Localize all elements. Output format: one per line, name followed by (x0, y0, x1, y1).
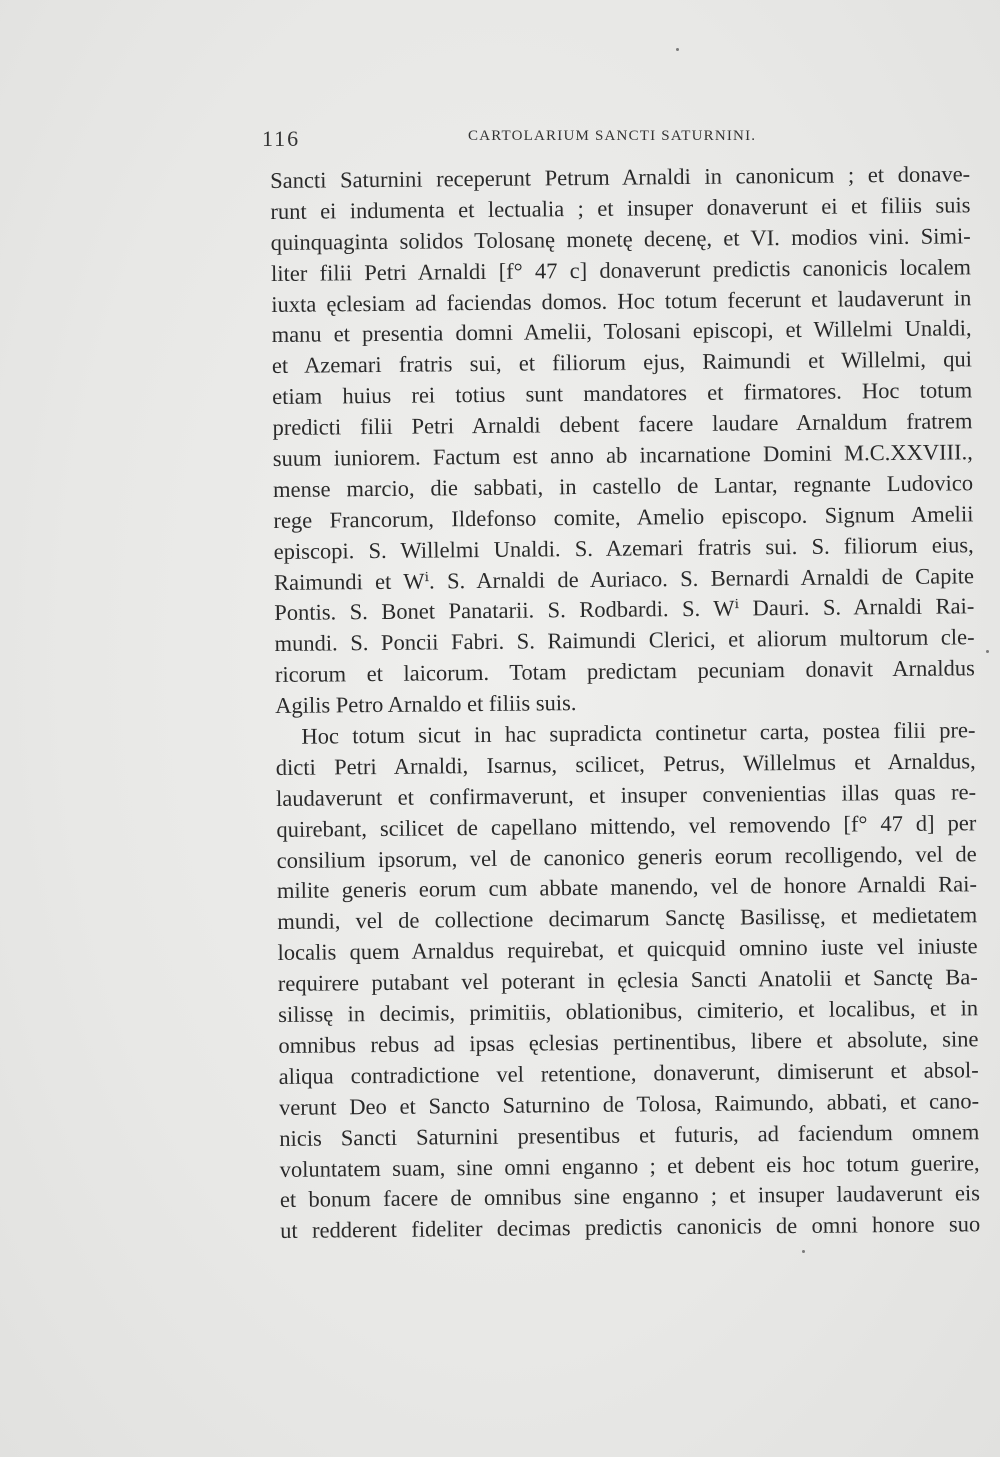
text-line: Agilis Petro Arnaldo et filiis suis. (275, 690, 577, 719)
paper-speck (676, 48, 679, 51)
text-line: suum iuniorem. Factum est anno ab incarnatione Domini M.C.XXVIII., (272, 439, 973, 472)
text-line: laudaverunt et confirmaverunt, et insuper convenientias illas quas re- (275, 779, 977, 811)
text-line: predicti filii Petri Arnaldi debent facere laudare Arnaldum fratrem (272, 408, 973, 441)
text-line: requirere putabant vel poterant in ęclesia Sancti Anatolii et Sanctę Ba- (277, 964, 978, 997)
text-line: et bonum facere de omnibus sine enganno ; et insuper laudaverunt eis (279, 1180, 981, 1213)
paper-speck (986, 650, 989, 653)
page-header (262, 126, 982, 156)
text-line: quirebant, scilicet de capellano mittendo, vel removendo [f° 47 d] per (276, 809, 977, 842)
text-line: etiam huius rei totius sunt mandatores et firmatores. Hoc totum (272, 377, 973, 410)
text-line: mense marcio, die sabbati, in castello de Lantar, regnante Ludovico (272, 470, 974, 502)
text-line: omnibus rebus ad ipsas ęclesias pertinentibus, libere et absolute, sine (278, 1026, 979, 1058)
text-line: liter filii Petri Arnaldi [f° 47 c] donaverunt predictis canonicis localem (270, 253, 972, 286)
paragraph-2 (275, 715, 980, 1247)
running-head: CARTOLARIUM SANCTI SATURNINI. (468, 128, 757, 144)
text-line: rege Francorum, Ildefonso comite, Amelio episcopo. Signum Amelii (273, 501, 974, 533)
text-line: mundi. S. Poncii Fabri. S. Raimundi Clerici, et aliorum multorum cle- (274, 624, 975, 657)
text-line: Raimundi et Wⁱ. S. Arnaldi de Auriaco. S. Bernardi Arnaldi de Capite (273, 562, 975, 595)
text-line: consilium ipsorum, vel de canonico generis eorum recolligendo, vel de (276, 840, 977, 873)
text-line: voluntatem suam, sine omni enganno ; et debent eis hoc totum guerire, (279, 1149, 980, 1182)
text-line: manu et presentia domni Amelii, Tolosani episcopi, et Willelmi Unaldi, (271, 315, 972, 348)
paper-speck (802, 1250, 805, 1253)
page-number: 116 (262, 126, 301, 151)
text-line: silissę in decimis, primitiis, oblationibus, cimiterio, et localibus, et in (278, 995, 979, 1028)
text-line: Hoc totum sicut in hac supradicta continetur carta, postea filii pre- (301, 717, 976, 749)
text-line: verunt Deo et Sancto Saturnino de Tolosa, Raimundo, abbati, et cano- (278, 1087, 980, 1120)
text-line: episcopi. S. Willelmi Unaldi. S. Azemari fratris sui. S. filiorum eius, (273, 531, 974, 564)
paragraph-1 (270, 159, 975, 722)
text-line: ut redderent fideliter decimas predictis canonicis de omni honore suo (280, 1211, 981, 1244)
text-line: ricorum et laicorum. Totam predictam pecuniam donavit Arnaldus (274, 655, 975, 688)
text-line: et Azemari fratris sui, et filiorum ejus, Raimundi et Willelmi, qui (271, 346, 973, 379)
text-line: milite generis eorum cum abbate manendo, vel de honore Arnaldi Rai- (276, 871, 978, 904)
text-line: iuxta ęclesiam ad faciendas domos. Hoc totum fecerunt et laudaverunt in (271, 284, 972, 317)
text-line: localis quem Arnaldus requirebat, et quicquid omnino iuste vel iniuste (277, 933, 978, 966)
text-line: nicis Sancti Saturnini presentibus et futuris, ad faciendum omnem (279, 1118, 980, 1151)
text-line: mundi, vel de collectione decimarum Sanctę Basilissę, et medietatem (277, 902, 978, 935)
text-line: quinquaginta solidos Tolosanę monetę decenę, et VI. modios vini. Simi- (270, 223, 971, 255)
text-line: runt ei indumenta et lectualia ; et insuper donaverunt ei et filiis suis (270, 192, 971, 224)
body-text (270, 159, 980, 1247)
text-line: dicti Petri Arnaldi, Isarnus, scilicet, Petrus, Willelmus et Arnaldus, (275, 748, 976, 780)
text-line: Sancti Saturnini receperunt Petrum Arnaldi in canonicum ; et donave- (270, 161, 971, 193)
text-line: Pontis. S. Bonet Panatarii. S. Rodbardi. S. Wⁱ Dauri. S. Arnaldi Rai- (274, 593, 975, 626)
text-line: aliqua contradictione vel retentione, donaverunt, dimiserunt et absol- (278, 1057, 979, 1089)
